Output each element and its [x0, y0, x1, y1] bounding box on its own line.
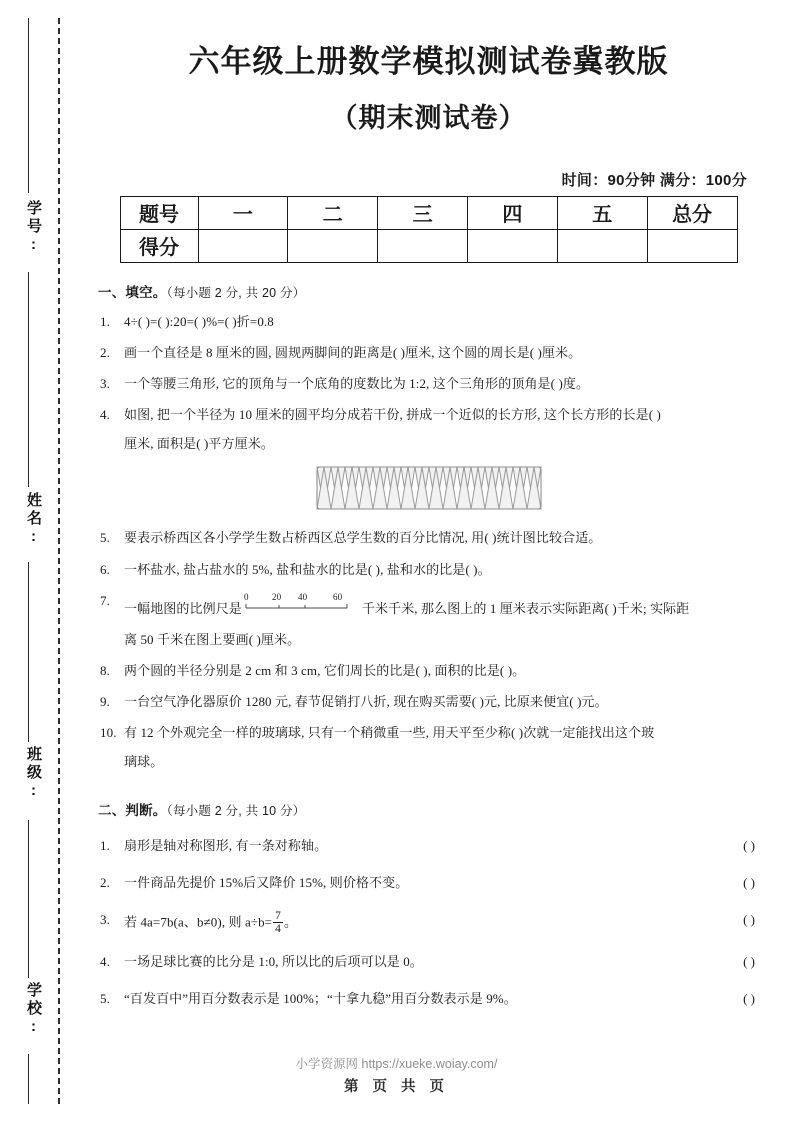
question-tf-2 — [96, 873, 761, 893]
question-text: 扇形是轴对称图形, 有一条对称轴。 — [124, 837, 328, 853]
question-text: “百发百中”用百分数表示是 100%；“十拿九稳”用百分数表示是 9%。 — [124, 991, 517, 1007]
question-tf-3 — [96, 910, 761, 935]
score-cell-5[interactable] — [557, 229, 647, 262]
question-text: 两个圆的半径分别是 2 cm 和 3 cm, 它们周长的比是( ), 面积的比是( )。 — [124, 662, 526, 678]
question-number: 1. — [100, 313, 110, 329]
question-text-with-scalebar — [124, 591, 761, 621]
question-number: 5. — [100, 530, 110, 546]
question-fill-5 — [96, 528, 761, 548]
fraction-denominator: 4 — [275, 922, 281, 935]
section-2-title: 二、判断。 — [98, 802, 167, 818]
question-number: 6. — [100, 561, 110, 577]
question-tf-4 — [96, 952, 761, 972]
scalebar-unit: 千米 — [361, 600, 389, 616]
question-text: 4÷( )=( ):20=( )%=( )折=0.8 — [124, 313, 274, 329]
seal-rule-2 — [28, 272, 29, 487]
question-text: 有 12 个外观完全一样的玻璃球, 只有一个稍微重一些, 用天平至少称( )次就一定能找出这个玻 — [124, 725, 655, 741]
margin-label-class: 班级: — [25, 746, 42, 802]
question-text: 一杯盐水, 盐占盐水的 5%, 盐和盐水的比是( ), 盐和水的比是( )。 — [124, 561, 491, 577]
question-fill-8 — [96, 661, 761, 681]
question-fill-7 — [96, 591, 761, 650]
seal-rule-3 — [28, 562, 29, 742]
question-number: 5. — [100, 991, 110, 1007]
question-number: 2. — [100, 344, 110, 360]
score-cell-2[interactable] — [288, 229, 378, 262]
answer-paren[interactable]: ( ) — [743, 837, 755, 853]
margin-label-name: 姓名: — [25, 492, 42, 548]
question-fill-2 — [96, 343, 761, 363]
dashed-seal-line — [58, 18, 60, 1104]
question-text-line2: 璃球。 — [124, 754, 164, 770]
question-text: 要表示桥西区各小学学生数占桥西区总学生数的百分比情况, 用( )统计图比较合适。 — [124, 530, 602, 546]
map-scalebar-figure — [243, 591, 361, 621]
question-text: 一场足球比赛的比分是 1:0, 所以比的后项可以是 0。 — [124, 953, 423, 969]
question-text: 一件商品先提价 15%后又降价 15%, 则价格不变。 — [124, 874, 409, 890]
seal-margin-strip — [0, 0, 70, 1122]
question-tf-1 — [96, 836, 761, 856]
figure-circle-to-rectangle-wrap — [96, 464, 761, 517]
question-number: 4. — [100, 953, 110, 969]
score-table — [120, 196, 738, 263]
score-table-col-3: 三 — [378, 196, 468, 229]
answer-paren[interactable]: ( ) — [743, 991, 755, 1007]
question-number: 1. — [100, 837, 110, 853]
scalebar-tick-20: 20 — [271, 591, 282, 602]
seal-rule-1 — [28, 18, 29, 193]
question-text: 画一个直径是 8 厘米的圆, 圆规两脚间的距离是( )厘米, 这个圆的周长是( )厘米。 — [124, 344, 582, 360]
footer-site-watermark: 小学资源网 https://xueke.woiay.com/ — [295, 1057, 498, 1071]
exam-meta-line: 时间：90分钟 满分：100分 — [561, 171, 747, 189]
question-number: 9. — [100, 694, 110, 710]
question-number: 8. — [100, 662, 110, 678]
question-text: 如图, 把一个半径为 10 厘米的圆平均分成若干份, 拼成一个近似的长方形, 这个长方形的长是( ) — [124, 407, 661, 423]
question-fill-1 — [96, 312, 761, 332]
margin-label-student-id: 学号: — [25, 200, 42, 256]
seal-rule-4 — [28, 820, 29, 978]
fraction-seven-fourths — [273, 910, 283, 935]
question-text: 一台空气净化器原价 1280 元, 春节促销打八折, 现在购买需要( )元, 比原来便宜( )元。 — [124, 694, 608, 710]
score-cell-1[interactable] — [198, 229, 288, 262]
score-cell-total[interactable] — [647, 229, 737, 262]
score-table-header-score: 得分 — [120, 229, 198, 262]
question-fill-4 — [96, 405, 761, 454]
scalebar-tick-40: 40 — [297, 591, 308, 602]
question-text-after-fraction: 。 — [283, 914, 298, 930]
table-row-question-numbers — [120, 196, 737, 229]
page-title: 六年级上册数学模拟测试卷冀教版 — [188, 44, 669, 79]
question-text-before-fraction: 若 4a=7b(a、b≠0), 则 a÷b= — [124, 914, 273, 930]
page-subtitle: （期末测试卷） — [330, 102, 527, 133]
score-cell-3[interactable] — [378, 229, 468, 262]
question-number: 10. — [100, 725, 117, 741]
question-number: 7. — [100, 592, 110, 608]
section-2-points: （每小题 2 分, 共 10 分） — [166, 803, 306, 818]
score-table-col-1: 一 — [198, 196, 288, 229]
question-text-before-scalebar: 一幅地图的比例尺是 — [124, 600, 242, 616]
question-text-after-scalebar: 千米, 那么图上的 1 厘米表示实际距离( )千米; 实际距 — [388, 600, 690, 616]
answer-paren[interactable]: ( ) — [743, 874, 755, 890]
score-table-col-total: 总分 — [647, 196, 737, 229]
fraction-numerator: 7 — [275, 909, 281, 922]
exam-page — [70, 0, 793, 1122]
answer-paren[interactable]: ( ) — [743, 953, 755, 969]
score-table-header-qnum: 题号 — [120, 196, 198, 229]
margin-label-school: 学校: — [25, 982, 42, 1038]
circle-to-rectangle-wedges-figure — [313, 464, 545, 512]
section-1-points: （每小题 2 分, 共 20 分） — [166, 285, 306, 300]
section-1-title: 一、填空。 — [98, 284, 167, 300]
question-number: 3. — [100, 375, 110, 391]
footer-page-indicator: 第 页 共 页 — [343, 1079, 450, 1095]
question-text-line2: 离 50 千米在图上要画( )厘米。 — [124, 631, 301, 647]
section-heading-fill-in-blank — [98, 281, 761, 301]
scalebar-tick-0: 0 — [243, 591, 249, 602]
score-table-col-2: 二 — [288, 196, 378, 229]
score-cell-4[interactable] — [467, 229, 557, 262]
answer-paren[interactable]: ( ) — [743, 911, 755, 927]
score-table-col-5: 五 — [557, 196, 647, 229]
question-fill-9 — [96, 692, 761, 712]
question-number: 4. — [100, 407, 110, 423]
question-number: 2. — [100, 874, 110, 890]
section-heading-true-false — [98, 799, 761, 819]
question-tf-5 — [96, 989, 761, 1009]
score-table-col-4: 四 — [467, 196, 557, 229]
table-row-scores — [120, 229, 737, 262]
question-fill-3 — [96, 374, 761, 394]
question-number: 3. — [100, 911, 110, 927]
scalebar-tick-60: 60 — [332, 591, 343, 602]
question-text-line2: 厘米, 面积是( )平方厘米。 — [124, 436, 274, 452]
question-fill-10 — [96, 723, 761, 772]
question-fill-6 — [96, 560, 761, 580]
question-text: 一个等腰三角形, 它的顶角与一个底角的度数比为 1:2, 这个三角形的顶角是( )度。 — [124, 375, 590, 391]
